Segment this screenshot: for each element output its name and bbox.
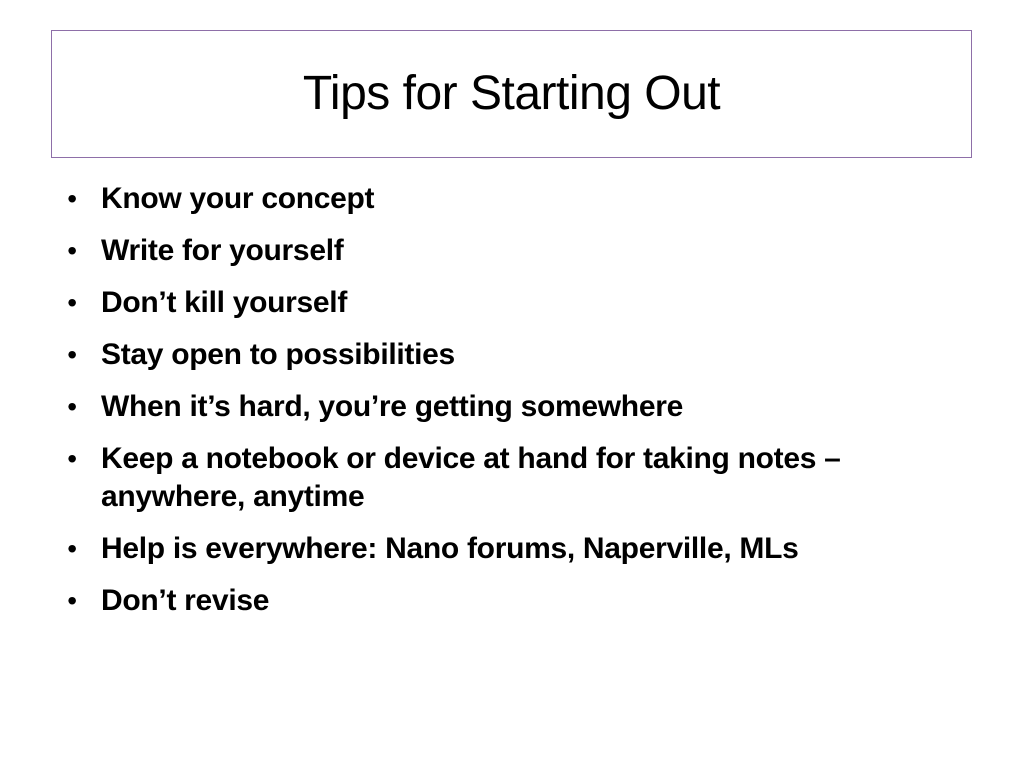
bullet-icon: • <box>67 533 77 564</box>
bullet-item <box>62 530 942 568</box>
slide-title: Tips for Starting Out <box>302 67 721 120</box>
bullet-text: Don’t kill yourself <box>101 286 348 319</box>
bullet-icon: • <box>67 183 77 214</box>
bullet-item <box>62 582 942 620</box>
bullet-text: When it’s hard, you’re getting somewhere <box>101 390 683 423</box>
bullet-item <box>62 388 942 426</box>
bullet-text: Write for yourself <box>101 234 344 267</box>
title-placeholder <box>51 30 972 158</box>
bullet-item <box>62 284 942 322</box>
bullet-text: Help is everywhere: Nano forums, Naperville, MLs <box>101 532 799 565</box>
bullet-icon: • <box>67 443 77 474</box>
bullet-list <box>62 180 942 634</box>
bullet-icon: • <box>67 339 77 370</box>
bullet-icon: • <box>67 235 77 266</box>
bullet-item <box>62 232 942 270</box>
bullet-text: Know your concept <box>101 182 375 215</box>
bullet-text: Keep a notebook or device at hand for taking notes – anywhere, anytime <box>101 442 841 513</box>
bullet-item <box>62 440 942 516</box>
bullet-text: Don’t revise <box>101 584 270 617</box>
bullet-text: Stay open to possibilities <box>101 338 455 371</box>
bullet-icon: • <box>67 391 77 422</box>
bullet-icon: • <box>67 585 77 616</box>
bullet-item <box>62 180 942 218</box>
bullet-icon: • <box>67 287 77 318</box>
bullet-item <box>62 336 942 374</box>
